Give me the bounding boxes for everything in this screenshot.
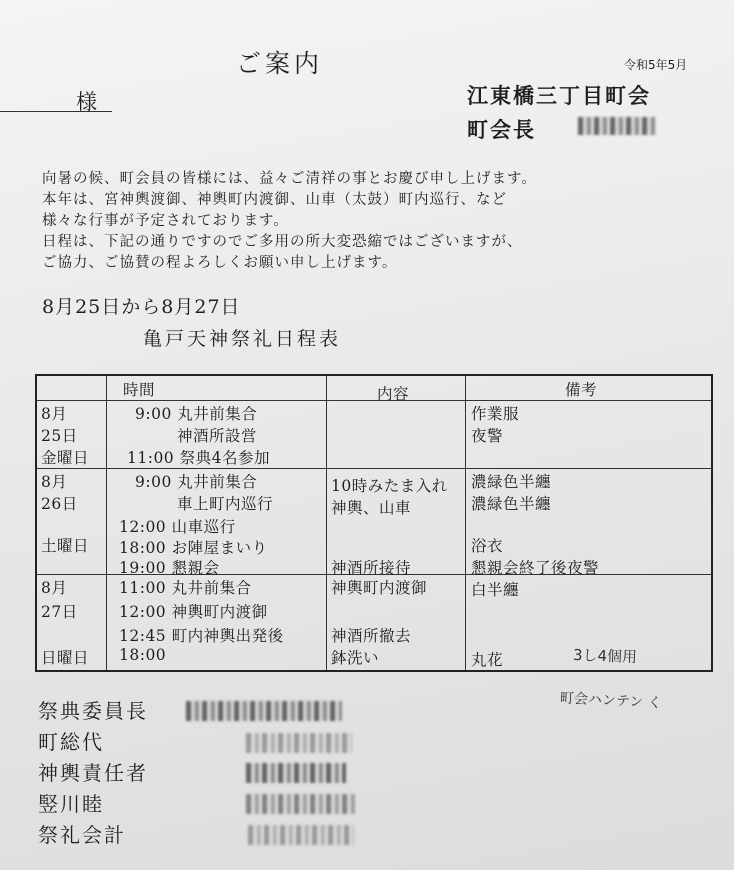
header-content: 内容 bbox=[377, 385, 410, 403]
note-entry: 作業服 bbox=[471, 405, 520, 423]
content-entry: 神酒所接待 bbox=[331, 559, 412, 577]
redacted-name bbox=[186, 701, 342, 721]
note-entry: 濃緑色半纏 bbox=[471, 495, 552, 513]
header-time: 時間 bbox=[123, 381, 156, 399]
note-entry: 懇親会終了後夜警 bbox=[471, 559, 600, 577]
date-day: 27日 bbox=[41, 603, 78, 621]
note-entry: 夜警 bbox=[471, 427, 504, 445]
time-entry: 19:00 懇親会 bbox=[119, 559, 220, 577]
note-entry: 浴衣 bbox=[471, 537, 504, 555]
signoff-title: 祭典委員長 bbox=[38, 699, 148, 723]
time-entry: 12:00 山車巡行 bbox=[119, 518, 236, 536]
signoff-title: 町総代 bbox=[38, 730, 104, 754]
recipient-underline bbox=[0, 111, 112, 112]
content-entry: 神輿町内渡御 bbox=[331, 579, 428, 597]
body-line: 様々な行事が予定されております。 bbox=[42, 213, 289, 229]
content-entry: 鉢洗い bbox=[331, 649, 380, 667]
time-entry: 18:00 bbox=[119, 646, 167, 664]
date-month: 8月 bbox=[41, 579, 68, 597]
schedule-title: 亀戸天神祭礼日程表 bbox=[143, 328, 342, 350]
redacted-name bbox=[246, 763, 346, 783]
body-line: 本年は、宮神輿渡御、神輿町内渡御、山車（太鼓）町内巡行、など bbox=[42, 192, 507, 208]
time-entry: 11:00 祭典4名参加 bbox=[127, 449, 270, 467]
handwritten-note: 3し4個用 bbox=[572, 645, 638, 667]
redacted-president-name bbox=[578, 117, 656, 135]
date-month: 8月 bbox=[41, 473, 68, 491]
header-notes: 備考 bbox=[565, 381, 598, 399]
signoff-title: 祭礼会計 bbox=[38, 823, 126, 847]
document-date: 令和5年5月 bbox=[624, 58, 688, 72]
date-weekday: 土曜日 bbox=[41, 537, 90, 555]
note-entry: 白半纏 bbox=[471, 581, 520, 599]
handwritten-note: 町会ハンテン く bbox=[559, 690, 663, 712]
date-weekday: 金曜日 bbox=[41, 449, 90, 467]
event-dates: 8月25日から8月27日 bbox=[42, 296, 241, 318]
note-entry: 濃緑色半纏 bbox=[471, 473, 552, 491]
page-title: ご案内 bbox=[236, 49, 324, 78]
signoff-title: 竪川睦 bbox=[38, 792, 104, 816]
time-entry: 12:45 町内神輿出発後 bbox=[119, 627, 284, 645]
redacted-name bbox=[246, 794, 356, 814]
content-entry: 神輿、山車 bbox=[331, 499, 412, 517]
body-line: ご協力、ご協賛の程よろしくお願い申し上げます。 bbox=[42, 255, 398, 271]
time-entry: 9:00 丸井前集合 bbox=[135, 405, 258, 423]
redacted-name bbox=[248, 825, 354, 845]
body-line: 向暑の候、町会員の皆様には、益々ご清祥の事とお慶び申し上げます。 bbox=[42, 171, 537, 187]
date-weekday: 日曜日 bbox=[41, 649, 90, 667]
content-entry: 10時みたま入れ bbox=[331, 477, 448, 495]
time-entry: 11:00 丸井前集合 bbox=[119, 579, 252, 597]
content-entry: 神酒所撤去 bbox=[331, 627, 412, 645]
redacted-name bbox=[246, 733, 352, 753]
time-entry: 9:00 丸井前集合 bbox=[135, 473, 258, 491]
president-label: 町会長 bbox=[467, 117, 536, 142]
date-day: 26日 bbox=[41, 495, 78, 513]
organization-name: 江東橋三丁目町会 bbox=[467, 83, 651, 108]
note-entry: 丸花 bbox=[471, 651, 504, 669]
body-line: 日程は、下記の通りですのでご多用の所大変恐縮ではございますが、 bbox=[42, 234, 523, 250]
time-entry: 18:00 お陣屋まいり bbox=[119, 539, 268, 557]
time-entry: 車上町内巡行 bbox=[177, 495, 274, 513]
schedule-table bbox=[35, 374, 713, 672]
signoff-title: 神輿責任者 bbox=[38, 761, 148, 785]
date-day: 25日 bbox=[41, 427, 78, 445]
time-entry: 12:00 神輿町内渡御 bbox=[119, 603, 268, 621]
recipient-suffix: 様 bbox=[76, 90, 97, 114]
date-month: 8月 bbox=[41, 405, 68, 423]
time-entry: 神酒所設営 bbox=[177, 427, 258, 445]
